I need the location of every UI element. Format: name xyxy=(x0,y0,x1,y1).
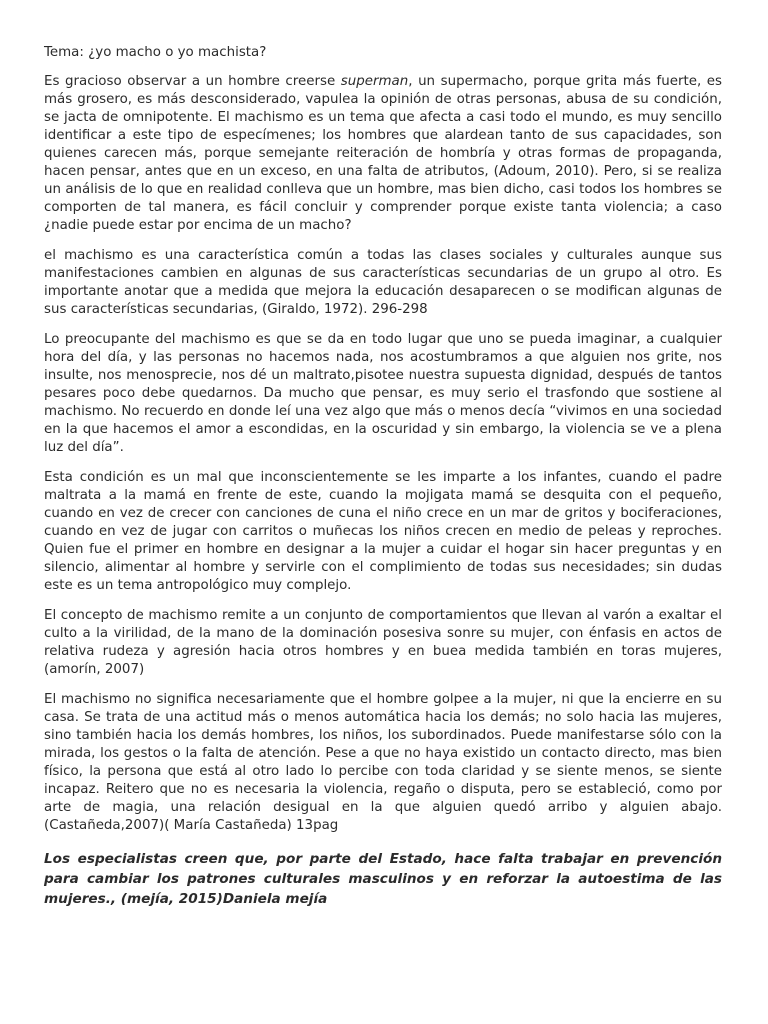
document-page xyxy=(44,44,722,909)
paragraph-1-text-start: Es gracioso observar a un hombre creerse xyxy=(44,74,341,89)
paragraph-4: Esta condición es un mal que inconscientemente se les imparte a los infantes, cuando el padre maltrata a la mamá en frente de este, cuando la mojigata mamá se desquita con el pequeño, cuando en vez de crecer con canciones de cuna el niño crece en un mar de gritos y bociferaciones, cuando en vez de jugar con carritos o muñecas los niños crecen en medio de peleas y reproches. Quien fue el primer en hombre en designar a la mujer a cuidar el hogar sin hacer preguntas y en silencio, alimentar al hombre y servirle con el complimiento de todas sus necesidades; sin dudas este es un tema antropológico muy complejo. xyxy=(44,470,722,593)
paragraph-5: El concepto de machismo remite a un conjunto de comportamientos que llevan al varón a exaltar el culto a la virilidad, de la mano de la dominación posesiva sonre su mujer, con énfasis en actos de relativa rudeza y agresión hacia otros hombres y en buea medida también en toras mujeres, (amorín, 2007) xyxy=(44,608,722,677)
paragraph-3: Lo preocupante del machismo es que se da en todo lugar que uno se pueda imaginar, a cualquier hora del día, y las personas no hacemos nada, nos acostumbramos a que alguien nos grite, nos insulte, nos menosprecie, nos dé un maltrato,pisotee nuestra supuesta dignidad, después de tantos pesares poco debe quedarnos. Da mucho que pensar, es muy serio el trasfondo que sostiene al machismo. No recuerdo en donde leí una vez algo que más o menos decía “vivimos en una sociedad en la que hacemos el amor a escondidas, en la oscuridad y sin embargo, la violencia se ve a plena luz del día”. xyxy=(44,332,722,455)
paragraph-6: El machismo no significa necesariamente que el hombre golpee a la mujer, ni que la encierre en su casa. Se trata de una actitud más o menos automática hacia los demás; no solo hacia las mujeres, sino también hacia los demás hombres, los niños, los subordinados. Puede manifestarse sólo con la mirada, los gestos o la falta de atención. Pese a que no haya existido un contacto directo, mas bien físico, la persona que está al otro lado lo percibe con toda claridad y se siente menos, se siente incapaz. Reitero que no es necesaria la violencia, regaño o disputa, pero se estableció, como por arte de magia, una relación desigual en la que alguien quedó arribo y alguien abajo. (Castañeda,2007)( María Castañeda) 13pag xyxy=(44,692,722,833)
document-title: Tema: ¿yo macho o yo machista? xyxy=(44,45,267,60)
paragraph-2: el machismo es una característica común a todas las clases sociales y culturales aunque sus manifestaciones cambien en algunas de sus características secundarias de un grupo al otro. Es importante anotar que a medida que mejora la educación desaparecen o se modifican algunas de sus características secundarias, (Giraldo, 1972). 296-298 xyxy=(44,248,722,317)
paragraph-1-italic-word: superman xyxy=(340,74,409,89)
paragraph-1-text-end: , un supermacho, porque grita más fuerte, es más grosero, es más desconsiderado, vapulea la opinión de otras personas, abusa de su condición, se jacta de omnipotente. El machismo es un tema que afecta a casi todo el mundo, es muy sencillo identificar a este tipo de especímenes; los hombres que alardean tanto de sus capacidades, son quienes carecen más, porque semejante reiteración de hombría y otras formas de propaganda, hacen pensar, antes que en un exceso, en una falta de atributos, (Adoum, 2010). Pero, si se realiza un análisis de lo que en realidad conlleva que un hombre, mas bien dicho, casi todos los hombres se comporten de tal manera, es fácil concluir y comprender porque existe tanta violencia; a caso ¿nadie puede estar por encima de un macho? xyxy=(44,74,722,233)
closing-quote: Los especialistas creen que, por parte del Estado, hace falta trabajar en prevención para cambiar los patrones culturales masculinos y en reforzar la autoestima de las mujeres., (mejía, 2015)Daniela mejía xyxy=(44,851,722,907)
paragraph-1 xyxy=(44,73,722,235)
